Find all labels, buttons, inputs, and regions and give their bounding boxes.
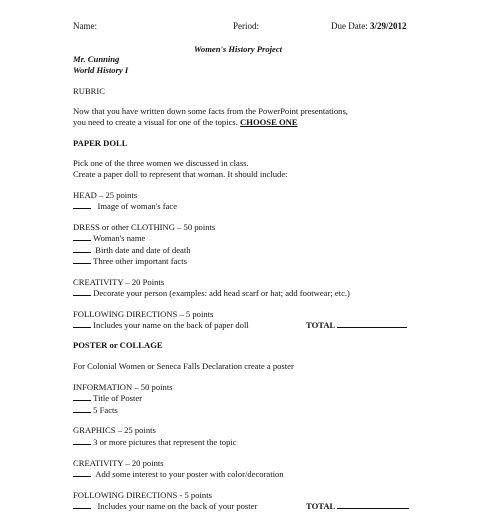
information-criterion: INFORMATION – 50 points (73, 381, 173, 392)
document-header (0, 21, 495, 33)
course-name: World History I (73, 64, 129, 75)
item-text: 5 Facts (93, 404, 118, 415)
due-date-label: Due Date: (331, 21, 368, 31)
checklist-item (73, 232, 473, 243)
total-label: TOTAL (306, 501, 336, 512)
period-label: Period: (233, 21, 259, 31)
graphics-criterion: GRAPHICS – 25 points (73, 425, 156, 436)
checklist-item (73, 200, 473, 211)
checklist-item (73, 436, 473, 447)
name-label: Name: (73, 21, 97, 31)
intro-line-2-text: you need to create a visual for one of the topics. (73, 116, 241, 127)
total-field (306, 500, 409, 511)
intro-line-2 (73, 117, 473, 127)
poster-desc: For Colonial Women or Seneca Falls Declaration create a poster (73, 361, 294, 372)
dress-criterion: DRESS or other CLOTHING – 50 points (73, 221, 216, 232)
blank-line (73, 255, 91, 264)
checklist-item (73, 392, 473, 403)
checklist-item (73, 255, 473, 266)
creativity-criterion: CREATIVITY – 20 Points (73, 276, 165, 287)
document-title: Women's History Project (193, 44, 283, 54)
item-text: Woman's name (93, 233, 146, 244)
item-text: Title of Poster (93, 393, 143, 404)
poster-creativity-criterion: CREATIVITY – 20 points (73, 457, 164, 468)
directions-criterion: FOLLOWING DIRECTIONS – 5 points (73, 309, 214, 320)
checklist-item (73, 404, 473, 415)
paper-doll-desc-2: Create a paper doll to represent that woman. It should include: (73, 168, 288, 179)
paper-doll-desc-1: Pick one of the three women we discussed in class. (73, 158, 249, 169)
due-date (331, 21, 407, 31)
blank-line (73, 287, 91, 296)
blank-line (73, 232, 91, 241)
rubric-heading: RUBRIC (73, 85, 105, 96)
blank-line (73, 392, 91, 401)
blank-line (73, 244, 91, 253)
total-blank (337, 500, 409, 509)
total-blank (337, 319, 407, 328)
item-text: Image of woman's face (97, 201, 178, 212)
checklist-item (73, 319, 473, 329)
head-criterion: HEAD – 25 points (73, 189, 138, 200)
intro-line-1: Now that you have written down some facts from the PowerPoint presentations, (73, 106, 348, 117)
blank-line (73, 200, 91, 209)
choose-one-emphasis: CHOOSE ONE (240, 116, 298, 127)
item-text: Decorate your person (examples: add head scarf or hat; add footwear; etc.) (93, 288, 350, 299)
item-text: 3 or more pictures that represent the topic (93, 436, 237, 447)
blank-line (73, 319, 91, 328)
poster-directions-criterion: FOLLOWING DIRECTIONS - 5 points (73, 489, 212, 500)
blank-line (73, 500, 91, 509)
blank-line (73, 404, 91, 413)
due-date-value: 3/29/2012 (369, 21, 407, 31)
teacher-name: Mr. Cunning (73, 54, 120, 65)
document-body (73, 44, 473, 511)
item-text: Add some interest to your poster with color/decoration (95, 469, 284, 480)
blank-line (73, 436, 91, 445)
item-text: Includes your name on the back of paper doll (93, 320, 249, 331)
item-text: Three other important facts (93, 256, 187, 267)
item-text: Birth date and date of death (95, 244, 191, 255)
total-label: TOTAL (306, 320, 336, 331)
poster-heading: POSTER or COLLAGE (73, 340, 163, 351)
paper-doll-heading: PAPER DOLL (73, 137, 128, 148)
blank-line (73, 468, 91, 477)
checklist-item (73, 468, 473, 479)
checklist-item (73, 500, 473, 510)
item-text: Includes your name on the back of your poster (97, 501, 258, 512)
checklist-item (73, 287, 473, 298)
total-field (306, 319, 407, 330)
checklist-item (73, 244, 473, 255)
